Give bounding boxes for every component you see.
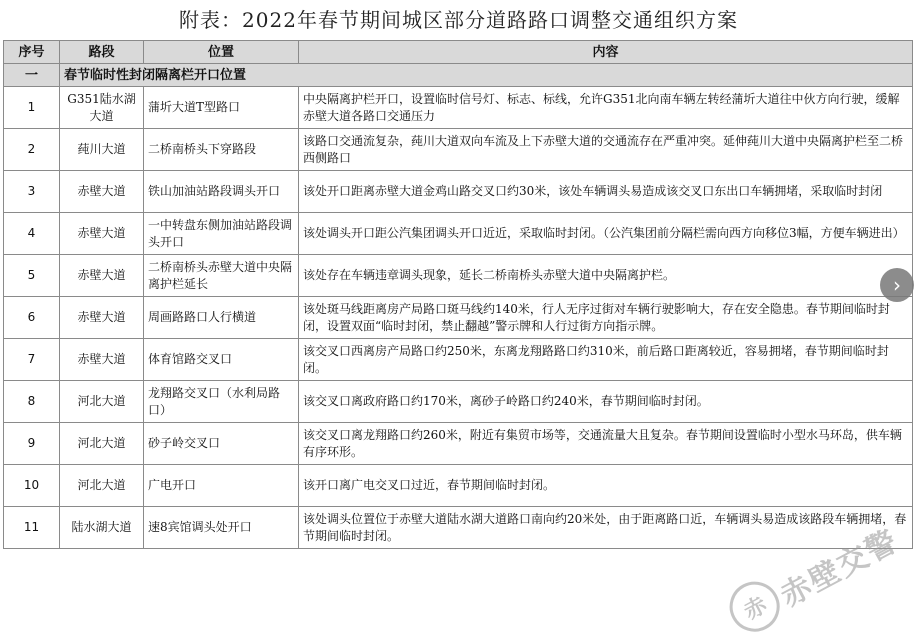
row-content: 该处开口距离赤壁大道金鸡山路交叉口约30米，该处车辆调头易造成该交叉口东出口车辆拥堵，采取临时封闭 [299,171,913,213]
row-num: 10 [4,465,60,507]
row-num: 4 [4,213,60,255]
table-header-row [4,41,913,64]
row-road: 河北大道 [60,381,144,423]
row-content: 该处存在车辆违章调头现象，延长二桥南桥头赤壁大道中央隔离护栏。 [299,255,913,297]
table-row [4,423,913,465]
row-road: 莼川大道 [60,129,144,171]
row-position: 周画路路口人行横道 [144,297,299,339]
row-road: G351陆水湖大道 [60,87,144,129]
row-content: 该路口交通流复杂，莼川大道双向车流及上下赤壁大道的交通流存在严重冲突。延伸莼川大道中央隔离护栏至二桥西侧路口 [299,129,913,171]
table-row [4,297,913,339]
row-road: 陆水湖大道 [60,507,144,549]
row-position: 体育馆路交叉口 [144,339,299,381]
row-num: 11 [4,507,60,549]
row-num: 8 [4,381,60,423]
row-position: 铁山加油站路段调头开口 [144,171,299,213]
row-num: 7 [4,339,60,381]
row-position: 一中转盘东侧加油站路段调头开口 [144,213,299,255]
watermark-logo: 赤 [721,573,789,640]
row-position: 砂子岭交叉口 [144,423,299,465]
traffic-plan-table [3,40,913,549]
row-content: 该处调头位置位于赤壁大道陆水湖大道路口南向约20米处，由于距离路口近，车辆调头易造成该路段车辆拥堵，春节期间临时封闭。 [299,507,913,549]
table-row [4,381,913,423]
row-road: 河北大道 [60,465,144,507]
next-page-button[interactable] [880,268,914,302]
header-road: 路段 [60,41,144,64]
row-content: 该开口离广电交叉口过近，春节期间临时封闭。 [299,465,913,507]
row-num: 6 [4,297,60,339]
row-road: 赤壁大道 [60,339,144,381]
row-position: 龙翔路交叉口（水利局路口） [144,381,299,423]
chevron-right-icon: › [893,273,901,297]
header-position: 位置 [144,41,299,64]
row-num: 9 [4,423,60,465]
row-position: 二桥南桥头赤壁大道中央隔离护栏延长 [144,255,299,297]
row-num: 1 [4,87,60,129]
row-content: 该交叉口离政府路口约170米，离砂子岭路口约240米，春节期间临时封闭。 [299,381,913,423]
table-row [4,129,913,171]
row-content: 中央隔离护栏开口，设置临时信号灯、标志、标线，允许G351北向南车辆左转经蒲圻大道往中伙方向行驶，缓解赤壁大道各路口交通压力 [299,87,913,129]
row-road: 赤壁大道 [60,255,144,297]
section-label: 春节临时性封闭隔离栏开口位置 [60,64,913,87]
row-position: 广电开口 [144,465,299,507]
row-position: 速8宾馆调头处开口 [144,507,299,549]
table-row [4,465,913,507]
section-num: 一 [4,64,60,87]
watermark-text: 赤壁交警 [775,523,905,615]
row-content: 该交叉口西离房产局路口约250米，东离龙翔路路口约310米，前后路口距离较近，容易拥堵，春节期间临时封闭。 [299,339,913,381]
row-road: 赤壁大道 [60,171,144,213]
row-position: 二桥南桥头下穿路段 [144,129,299,171]
row-content: 该处调头开口距公汽集团调头开口近近，采取临时封闭。（公汽集团前分隔栏需向西方向移位3幅，方便车辆进出） [299,213,913,255]
table-row [4,213,913,255]
table-row [4,171,913,213]
row-road: 河北大道 [60,423,144,465]
row-content: 该处斑马线距离房产局路口斑马线约140米，行人无序过街对车辆行驶影响大，存在安全隐患。春节期间临时封闭，设置双面“临时封闭，禁止翻越”警示牌和人行过街方向指示牌。 [299,297,913,339]
section-row [4,64,913,87]
row-num: 2 [4,129,60,171]
row-position: 蒲圻大道T型路口 [144,87,299,129]
header-content: 内容 [299,41,913,64]
row-road: 赤壁大道 [60,213,144,255]
table-row [4,255,913,297]
table-row [4,507,913,549]
row-road: 赤壁大道 [60,297,144,339]
table-row [4,87,913,129]
page-title: 附表：2022年春节期间城区部分道路路口调整交通组织方案 [179,8,738,32]
row-num: 5 [4,255,60,297]
table-row [4,339,913,381]
row-num: 3 [4,171,60,213]
header-num: 序号 [4,41,60,64]
row-content: 该交叉口离龙翔路口约260米，附近有集贸市场等，交通流量大且复杂。春节期间设置临时小型水马环岛，供车辆有序环形。 [299,423,913,465]
